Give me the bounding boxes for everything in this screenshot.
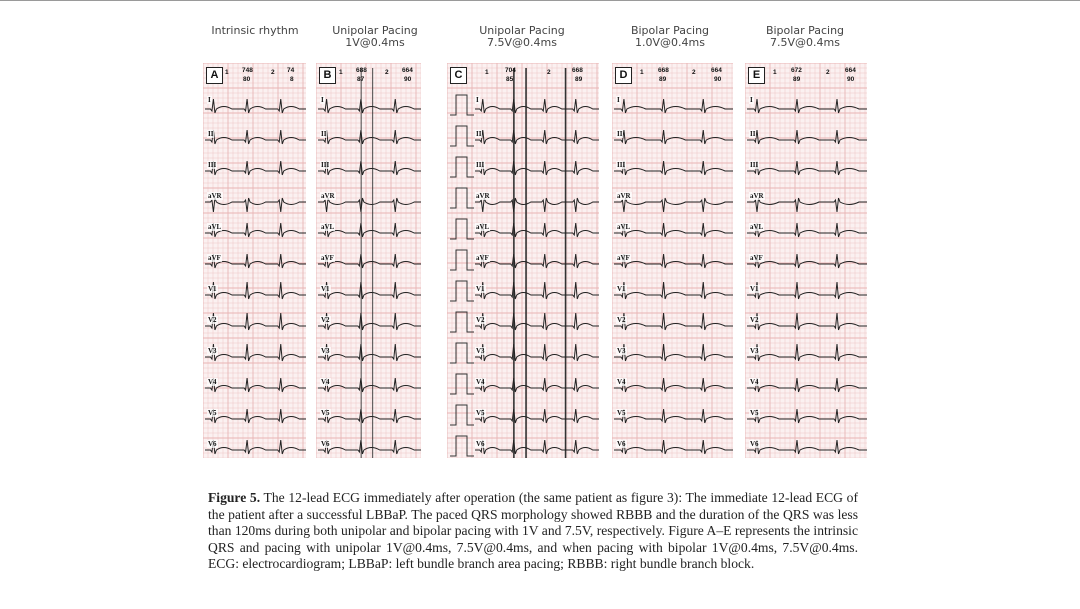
rate-value: 87: [357, 76, 365, 83]
ecg-trace: [318, 313, 421, 330]
lead-label: V4: [476, 378, 485, 386]
ecg-trace: [205, 282, 306, 299]
lead-label: V1: [750, 285, 759, 293]
lead-label: aVF: [208, 254, 221, 262]
caption-label: Figure 5.: [208, 490, 261, 505]
ecg-trace: [205, 440, 306, 454]
lead-label: V6: [617, 440, 626, 448]
lead-label: V6: [476, 440, 485, 448]
interval-value-2: 664: [711, 67, 722, 74]
beat-marker: 2: [826, 69, 830, 76]
lead-label: aVF: [617, 254, 630, 262]
lead-label: V3: [321, 347, 330, 355]
panel-letter: C: [450, 67, 467, 84]
lead-label: V3: [208, 347, 217, 355]
ecg-trace: [318, 130, 421, 144]
lead-label: III: [476, 161, 485, 169]
ecg-panel: [447, 63, 599, 458]
beat-marker: 2: [692, 69, 696, 76]
rate-value: 85: [506, 76, 514, 83]
interval-value-2: 664: [402, 67, 413, 74]
lead-label: aVR: [321, 192, 335, 200]
lead-label: aVF: [321, 254, 334, 262]
panel-heading-line2: 7.5V@0.4ms: [770, 36, 840, 49]
lead-label: aVL: [321, 223, 335, 231]
lead-label: V3: [476, 347, 485, 355]
lead-label: II: [476, 130, 482, 138]
ecg-trace: [318, 344, 421, 361]
lead-label: V3: [750, 347, 759, 355]
ecg-trace: [205, 130, 306, 144]
interval-value-2: 668: [572, 67, 583, 74]
beat-marker: 2: [547, 69, 551, 76]
lead-label: V1: [476, 285, 485, 293]
figure-caption: [208, 490, 858, 573]
ecg-trace: [318, 99, 421, 113]
rate-value-2: 8: [290, 76, 294, 83]
ecg-trace: [205, 313, 306, 330]
ecg-trace: [205, 378, 306, 392]
lead-label: aVF: [476, 254, 489, 262]
beat-marker: 2: [271, 69, 275, 76]
interval-value: 688: [356, 67, 367, 74]
ecg-trace: [318, 198, 421, 212]
lead-label: V5: [321, 409, 330, 417]
panel-letter: E: [748, 67, 765, 84]
lead-label: V5: [617, 409, 626, 417]
beat-marker: 2: [385, 69, 389, 76]
interval-value: 704: [505, 67, 516, 74]
lead-label: II: [321, 130, 327, 138]
interval-value: 748: [242, 67, 253, 74]
marker-label: 1: [225, 69, 229, 76]
panel-heading-line1: Bipolar Pacing: [765, 24, 845, 37]
ecg-panel: [316, 63, 421, 458]
lead-label: V1: [321, 285, 330, 293]
panel-heading: [315, 25, 435, 49]
panel-heading-line1: Unipolar Pacing: [479, 24, 565, 37]
lead-label: aVR: [617, 192, 631, 200]
panel-heading-line1: Unipolar Pacing: [332, 24, 418, 37]
lead-label: V2: [750, 316, 759, 324]
ecg-trace: [318, 282, 421, 299]
lead-label: V2: [476, 316, 485, 324]
panel-heading-line1: Intrinsic rhythm: [211, 24, 299, 37]
lead-label: aVL: [476, 223, 490, 231]
ecg-panel: [203, 63, 306, 458]
lead-label: I: [476, 96, 479, 104]
panel-heading-line2: 1V@0.4ms: [345, 36, 405, 49]
panel-heading-line2: 7.5V@0.4ms: [487, 36, 557, 49]
lead-label: V2: [208, 316, 217, 324]
marker-label: 1: [485, 69, 489, 76]
ecg-trace: [318, 409, 421, 423]
rate-value: 89: [793, 76, 801, 83]
lead-label: V2: [617, 316, 626, 324]
lead-label: aVL: [750, 223, 764, 231]
caption-text: The 12-lead ECG immediately after operation (the same patient as figure 3): The immediate 12-lead ECG of the patient after a successful LBBaP. The paced QRS morphology showed RBBB and the duration of the QRS was less than 120ms during both unipolar and bipolar pacing with 1V and 7.5V, respectively. Figure A–E represents the intrinsic QRS and pacing with unipolar 1V@0.4ms, 7.5V@0.4ms, and when pacing with bipolar 1V@0.4ms, 7.5V@0.4ms. ECG: electrocardiogram; LBBaP: left bundle branch area pacing; RBBB: right bundle branch block.: [208, 490, 858, 571]
marker-label: 1: [773, 69, 777, 76]
panel-letter: D: [615, 67, 632, 84]
panel-heading: [462, 25, 582, 49]
lead-label: V3: [617, 347, 626, 355]
ecg-grid-and-traces: [447, 63, 599, 458]
lead-label: I: [208, 96, 211, 104]
lead-label: III: [750, 161, 759, 169]
interval-value: 668: [658, 67, 669, 74]
lead-label: aVR: [208, 192, 222, 200]
lead-label: V2: [321, 316, 330, 324]
rate-value-2: 90: [847, 76, 855, 83]
marker-label: 1: [640, 69, 644, 76]
rate-value-2: 89: [575, 76, 583, 83]
panel-heading: [195, 25, 315, 37]
panel-heading-line2: 1.0V@0.4ms: [635, 36, 705, 49]
panel-heading: [745, 25, 865, 49]
lead-label: V4: [750, 378, 759, 386]
lead-label: aVL: [617, 223, 631, 231]
interval-value-2: 664: [845, 67, 856, 74]
lead-label: III: [208, 161, 217, 169]
lead-label: I: [617, 96, 620, 104]
panel-letter: A: [206, 67, 223, 84]
marker-label: 1: [339, 69, 343, 76]
lead-label: aVL: [208, 223, 222, 231]
lead-label: II: [617, 130, 623, 138]
ecg-trace: [205, 409, 306, 423]
lead-label: V5: [208, 409, 217, 417]
lead-label: V6: [208, 440, 217, 448]
lead-label: V6: [750, 440, 759, 448]
lead-label: V5: [476, 409, 485, 417]
panel-heading: [610, 25, 730, 49]
rate-value-2: 90: [714, 76, 722, 83]
panel-letter: B: [319, 67, 336, 84]
ecg-panel: [745, 63, 867, 458]
ecg-trace: [318, 440, 421, 454]
lead-label: III: [321, 161, 330, 169]
lead-label: aVR: [750, 192, 764, 200]
lead-label: II: [208, 130, 214, 138]
rate-value: 89: [659, 76, 667, 83]
ecg-trace: [318, 378, 421, 392]
interval-value: 672: [791, 67, 802, 74]
lead-label: I: [321, 96, 324, 104]
lead-label: V1: [617, 285, 626, 293]
ecg-trace: [205, 344, 306, 361]
lead-label: V6: [321, 440, 330, 448]
top-divider: [0, 0, 1080, 1]
interval-value-2: 74: [287, 67, 295, 74]
ecg-trace: [205, 198, 306, 212]
lead-label: V5: [750, 409, 759, 417]
ecg-trace: [205, 99, 306, 113]
lead-label: V4: [208, 378, 217, 386]
lead-label: I: [750, 96, 753, 104]
lead-label: aVR: [476, 192, 490, 200]
lead-label: III: [617, 161, 626, 169]
ecg-panel: [612, 63, 733, 458]
lead-label: V4: [321, 378, 330, 386]
lead-label: V1: [208, 285, 217, 293]
lead-label: aVF: [750, 254, 763, 262]
lead-label: V4: [617, 378, 626, 386]
panel-heading-line1: Bipolar Pacing: [630, 24, 710, 37]
rate-value: 80: [243, 76, 251, 83]
lead-label: II: [750, 130, 756, 138]
rate-value-2: 90: [404, 76, 412, 83]
